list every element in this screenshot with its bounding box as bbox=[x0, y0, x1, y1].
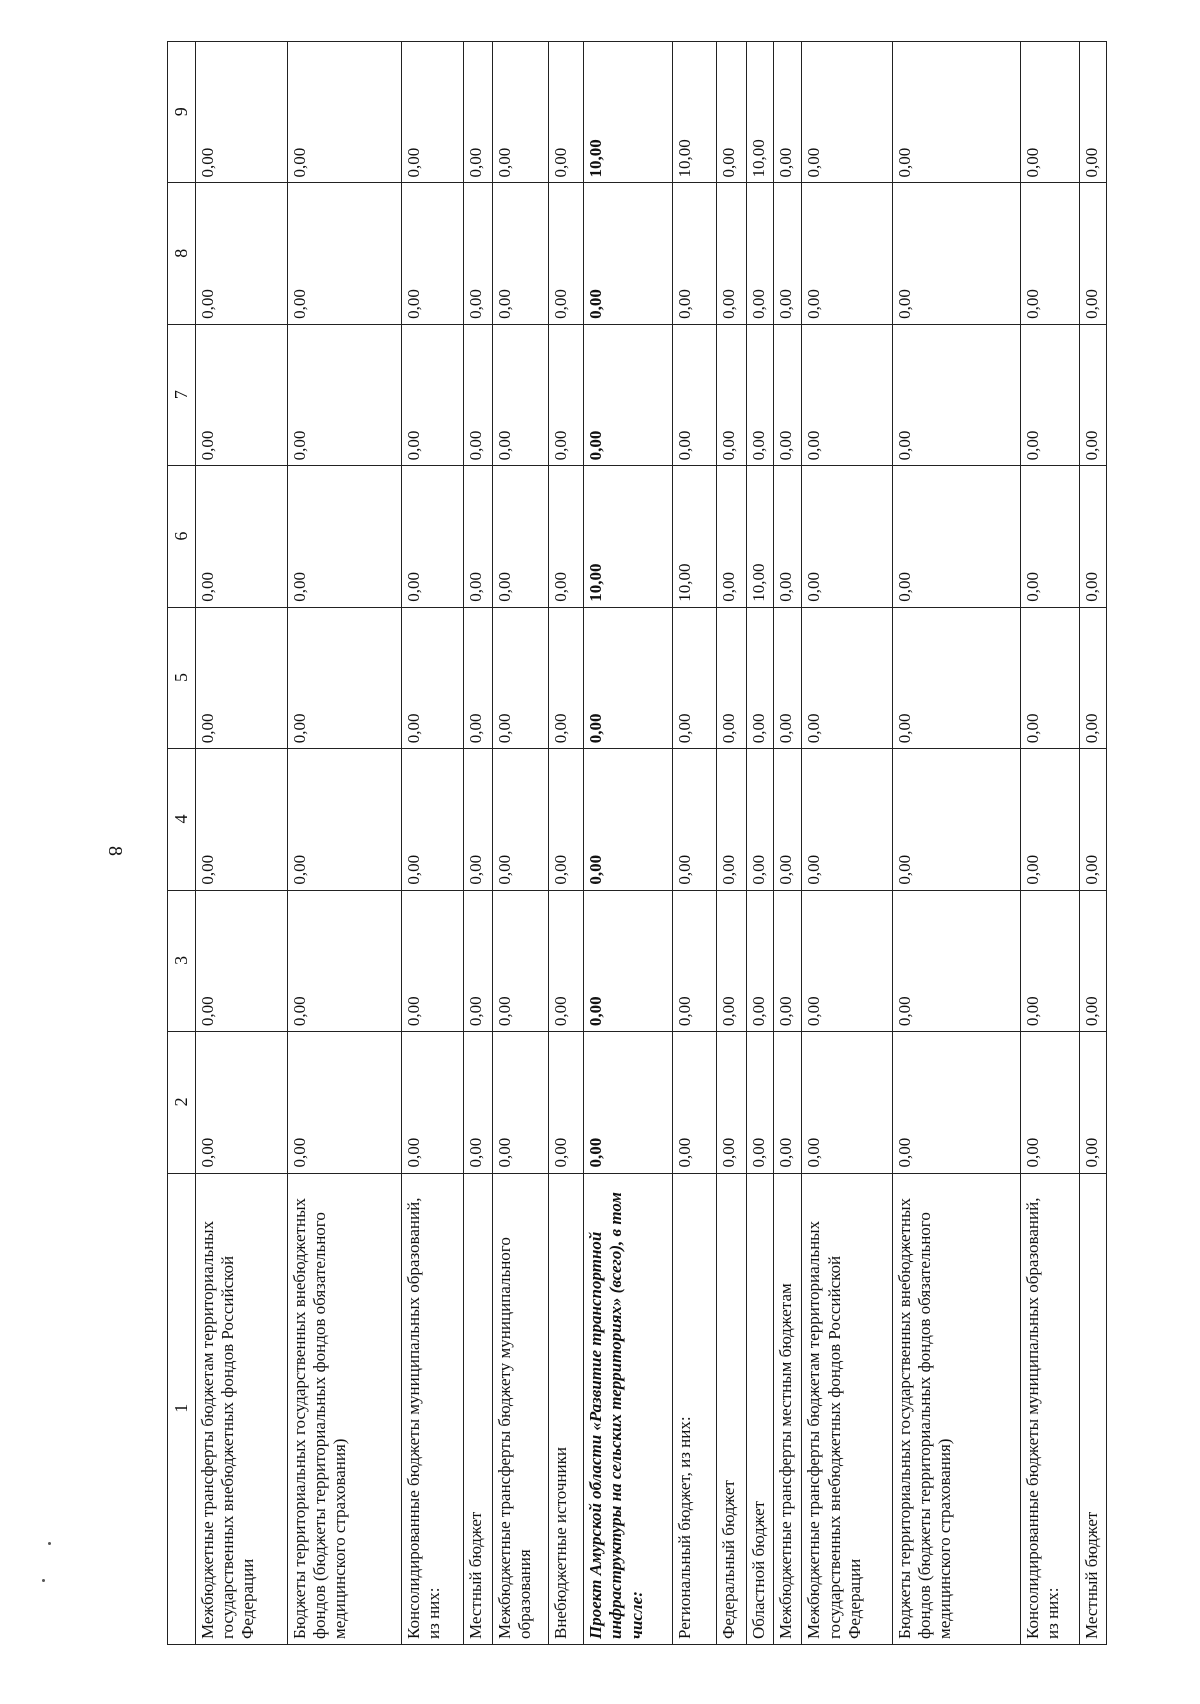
row-label: Местный бюджет bbox=[463, 1173, 492, 1644]
value-cell: 0,00 bbox=[196, 183, 288, 324]
value-cell: 0,00 bbox=[893, 324, 1020, 465]
column-header: 1 bbox=[168, 1173, 196, 1644]
row-label: Бюджеты территориальных государственных внебюджетных фондов (бюджеты территориальных фондов обязательного медицинского страхования) bbox=[287, 1173, 401, 1644]
value-cell: 0,00 bbox=[492, 1032, 548, 1173]
value-cell: 0,00 bbox=[893, 466, 1020, 607]
value-cell: 0,00 bbox=[549, 1032, 584, 1173]
value-cell: 0,00 bbox=[401, 1032, 463, 1173]
value-cell: 0,00 bbox=[287, 749, 401, 890]
value-cell: 0,00 bbox=[287, 324, 401, 465]
value-cell: 0,00 bbox=[196, 42, 288, 183]
value-cell: 0,00 bbox=[196, 890, 288, 1031]
value-cell: 0,00 bbox=[893, 607, 1020, 748]
value-cell: 0,00 bbox=[549, 466, 584, 607]
value-cell: 0,00 bbox=[747, 1032, 774, 1173]
value-cell: 0,00 bbox=[802, 183, 893, 324]
value-cell: 0,00 bbox=[802, 890, 893, 1031]
value-cell: 0,00 bbox=[584, 607, 673, 748]
value-cell: 0,00 bbox=[463, 1032, 492, 1173]
value-cell: 0,00 bbox=[196, 607, 288, 748]
value-cell: 0,00 bbox=[672, 749, 716, 890]
value-cell: 0,00 bbox=[463, 466, 492, 607]
value-cell: 0,00 bbox=[584, 1032, 673, 1173]
value-cell: 0,00 bbox=[401, 749, 463, 890]
page-number: 8 bbox=[104, 846, 126, 856]
value-cell: 0,00 bbox=[1020, 42, 1080, 183]
value-cell: 0,00 bbox=[893, 1032, 1020, 1173]
value-cell: 0,00 bbox=[401, 607, 463, 748]
value-cell: 0,00 bbox=[401, 324, 463, 465]
rotated-table-wrapper bbox=[167, 41, 1107, 1645]
value-cell: 0,00 bbox=[1020, 466, 1080, 607]
row-label: Межбюджетные трансферты бюджетам территориальных государственных внебюджетных фондов Российской Федерации bbox=[802, 1173, 893, 1644]
table-row bbox=[717, 42, 747, 1645]
value-cell: 10,00 bbox=[584, 466, 673, 607]
value-cell: 0,00 bbox=[802, 42, 893, 183]
table-row bbox=[893, 42, 1020, 1645]
value-cell: 0,00 bbox=[672, 1032, 716, 1173]
value-cell: 10,00 bbox=[584, 42, 673, 183]
value-cell: 0,00 bbox=[773, 890, 802, 1031]
value-cell: 0,00 bbox=[773, 466, 802, 607]
value-cell: 0,00 bbox=[1080, 1032, 1107, 1173]
value-cell: 0,00 bbox=[196, 466, 288, 607]
table-row bbox=[672, 42, 716, 1645]
value-cell: 0,00 bbox=[492, 324, 548, 465]
value-cell: 0,00 bbox=[287, 890, 401, 1031]
row-label: Проект Амурской области «Развитие транспортной инфраструктуры на сельских территориях» (всего), в том числе: bbox=[584, 1173, 673, 1644]
value-cell: 0,00 bbox=[549, 749, 584, 890]
value-cell: 0,00 bbox=[549, 42, 584, 183]
scan-speck bbox=[42, 1579, 45, 1582]
value-cell: 0,00 bbox=[672, 890, 716, 1031]
budget-table bbox=[167, 41, 1107, 1645]
value-cell: 0,00 bbox=[287, 42, 401, 183]
value-cell: 0,00 bbox=[1080, 183, 1107, 324]
value-cell: 0,00 bbox=[463, 324, 492, 465]
value-cell: 0,00 bbox=[672, 607, 716, 748]
value-cell: 0,00 bbox=[717, 890, 747, 1031]
value-cell: 0,00 bbox=[893, 42, 1020, 183]
value-cell: 0,00 bbox=[1020, 183, 1080, 324]
header-row bbox=[168, 42, 196, 1645]
table-row bbox=[401, 42, 463, 1645]
value-cell: 0,00 bbox=[287, 466, 401, 607]
value-cell: 0,00 bbox=[773, 749, 802, 890]
value-cell: 0,00 bbox=[747, 324, 774, 465]
value-cell: 0,00 bbox=[773, 1032, 802, 1173]
value-cell: 0,00 bbox=[196, 749, 288, 890]
value-cell: 0,00 bbox=[717, 324, 747, 465]
value-cell: 0,00 bbox=[1020, 749, 1080, 890]
value-cell: 0,00 bbox=[893, 890, 1020, 1031]
value-cell: 0,00 bbox=[492, 42, 548, 183]
value-cell: 0,00 bbox=[492, 607, 548, 748]
row-label: Областной бюджет bbox=[747, 1173, 774, 1644]
value-cell: 10,00 bbox=[747, 42, 774, 183]
table-row bbox=[287, 42, 401, 1645]
table-row bbox=[1020, 42, 1080, 1645]
value-cell: 0,00 bbox=[463, 183, 492, 324]
value-cell: 0,00 bbox=[802, 607, 893, 748]
column-header: 6 bbox=[168, 466, 196, 607]
value-cell: 0,00 bbox=[196, 324, 288, 465]
table-row bbox=[802, 42, 893, 1645]
table-row bbox=[196, 42, 288, 1645]
value-cell: 0,00 bbox=[1020, 607, 1080, 748]
column-header: 3 bbox=[168, 890, 196, 1031]
value-cell: 0,00 bbox=[717, 1032, 747, 1173]
value-cell: 10,00 bbox=[747, 466, 774, 607]
value-cell: 0,00 bbox=[773, 607, 802, 748]
value-cell: 0,00 bbox=[401, 42, 463, 183]
value-cell: 0,00 bbox=[773, 324, 802, 465]
value-cell: 0,00 bbox=[401, 183, 463, 324]
column-header: 4 bbox=[168, 749, 196, 890]
value-cell: 0,00 bbox=[549, 324, 584, 465]
row-label: Местный бюджет bbox=[1080, 1173, 1107, 1644]
value-cell: 0,00 bbox=[492, 890, 548, 1031]
row-label: Межбюджетные трансферты местным бюджетам bbox=[773, 1173, 802, 1644]
value-cell: 0,00 bbox=[773, 183, 802, 324]
row-label: Внебюджетные источники bbox=[549, 1173, 584, 1644]
value-cell: 0,00 bbox=[747, 749, 774, 890]
value-cell: 0,00 bbox=[549, 890, 584, 1031]
row-label: Межбюджетные трансферты бюджету муниципального образования bbox=[492, 1173, 548, 1644]
value-cell: 0,00 bbox=[287, 183, 401, 324]
value-cell: 0,00 bbox=[717, 183, 747, 324]
row-label: Бюджеты территориальных государственных внебюджетных фондов (бюджеты территориальных фондов обязательного медицинского страхования) bbox=[893, 1173, 1020, 1644]
value-cell: 0,00 bbox=[1080, 42, 1107, 183]
column-header: 8 bbox=[168, 183, 196, 324]
value-cell: 0,00 bbox=[717, 607, 747, 748]
value-cell: 0,00 bbox=[584, 324, 673, 465]
table-row bbox=[773, 42, 802, 1645]
value-cell: 0,00 bbox=[717, 42, 747, 183]
value-cell: 0,00 bbox=[584, 183, 673, 324]
value-cell: 0,00 bbox=[802, 324, 893, 465]
value-cell: 0,00 bbox=[492, 749, 548, 890]
value-cell: 0,00 bbox=[584, 749, 673, 890]
value-cell: 10,00 bbox=[672, 42, 716, 183]
value-cell: 0,00 bbox=[1080, 749, 1107, 890]
row-label: Консолидированные бюджеты муниципальных образований, из них: bbox=[401, 1173, 463, 1644]
row-label: Межбюджетные трансферты бюджетам территориальных государственных внебюджетных фондов Российской Федерации bbox=[196, 1173, 288, 1644]
scan-speck bbox=[48, 1542, 51, 1545]
value-cell: 10,00 bbox=[672, 466, 716, 607]
value-cell: 0,00 bbox=[1080, 607, 1107, 748]
value-cell: 0,00 bbox=[672, 324, 716, 465]
value-cell: 0,00 bbox=[773, 42, 802, 183]
value-cell: 0,00 bbox=[1020, 1032, 1080, 1173]
value-cell: 0,00 bbox=[401, 890, 463, 1031]
value-cell: 0,00 bbox=[492, 466, 548, 607]
value-cell: 0,00 bbox=[287, 1032, 401, 1173]
value-cell: 0,00 bbox=[549, 183, 584, 324]
value-cell: 0,00 bbox=[802, 466, 893, 607]
value-cell: 0,00 bbox=[1020, 324, 1080, 465]
value-cell: 0,00 bbox=[893, 183, 1020, 324]
column-header: 2 bbox=[168, 1032, 196, 1173]
column-header: 5 bbox=[168, 607, 196, 748]
value-cell: 0,00 bbox=[893, 749, 1020, 890]
column-header: 7 bbox=[168, 324, 196, 465]
table-row bbox=[584, 42, 673, 1645]
value-cell: 0,00 bbox=[463, 42, 492, 183]
value-cell: 0,00 bbox=[196, 1032, 288, 1173]
table-row bbox=[1080, 42, 1107, 1645]
value-cell: 0,00 bbox=[747, 890, 774, 1031]
table-row bbox=[747, 42, 774, 1645]
value-cell: 0,00 bbox=[549, 607, 584, 748]
value-cell: 0,00 bbox=[1080, 890, 1107, 1031]
value-cell: 0,00 bbox=[463, 607, 492, 748]
value-cell: 0,00 bbox=[802, 1032, 893, 1173]
value-cell: 0,00 bbox=[747, 183, 774, 324]
table-row bbox=[549, 42, 584, 1645]
row-label: Консолидированные бюджеты муниципальных образований, из них: bbox=[1020, 1173, 1080, 1644]
value-cell: 0,00 bbox=[401, 466, 463, 607]
value-cell: 0,00 bbox=[1080, 324, 1107, 465]
value-cell: 0,00 bbox=[672, 183, 716, 324]
column-header: 9 bbox=[168, 42, 196, 183]
value-cell: 0,00 bbox=[287, 607, 401, 748]
value-cell: 0,00 bbox=[717, 749, 747, 890]
value-cell: 0,00 bbox=[1080, 466, 1107, 607]
value-cell: 0,00 bbox=[492, 183, 548, 324]
value-cell: 0,00 bbox=[463, 890, 492, 1031]
row-label: Региональный бюджет, из них: bbox=[672, 1173, 716, 1644]
table-row bbox=[463, 42, 492, 1645]
table-row bbox=[492, 42, 548, 1645]
value-cell: 0,00 bbox=[802, 749, 893, 890]
value-cell: 0,00 bbox=[717, 466, 747, 607]
value-cell: 0,00 bbox=[747, 607, 774, 748]
value-cell: 0,00 bbox=[463, 749, 492, 890]
row-label: Федеральный бюджет bbox=[717, 1173, 747, 1644]
value-cell: 0,00 bbox=[1020, 890, 1080, 1031]
value-cell: 0,00 bbox=[584, 890, 673, 1031]
